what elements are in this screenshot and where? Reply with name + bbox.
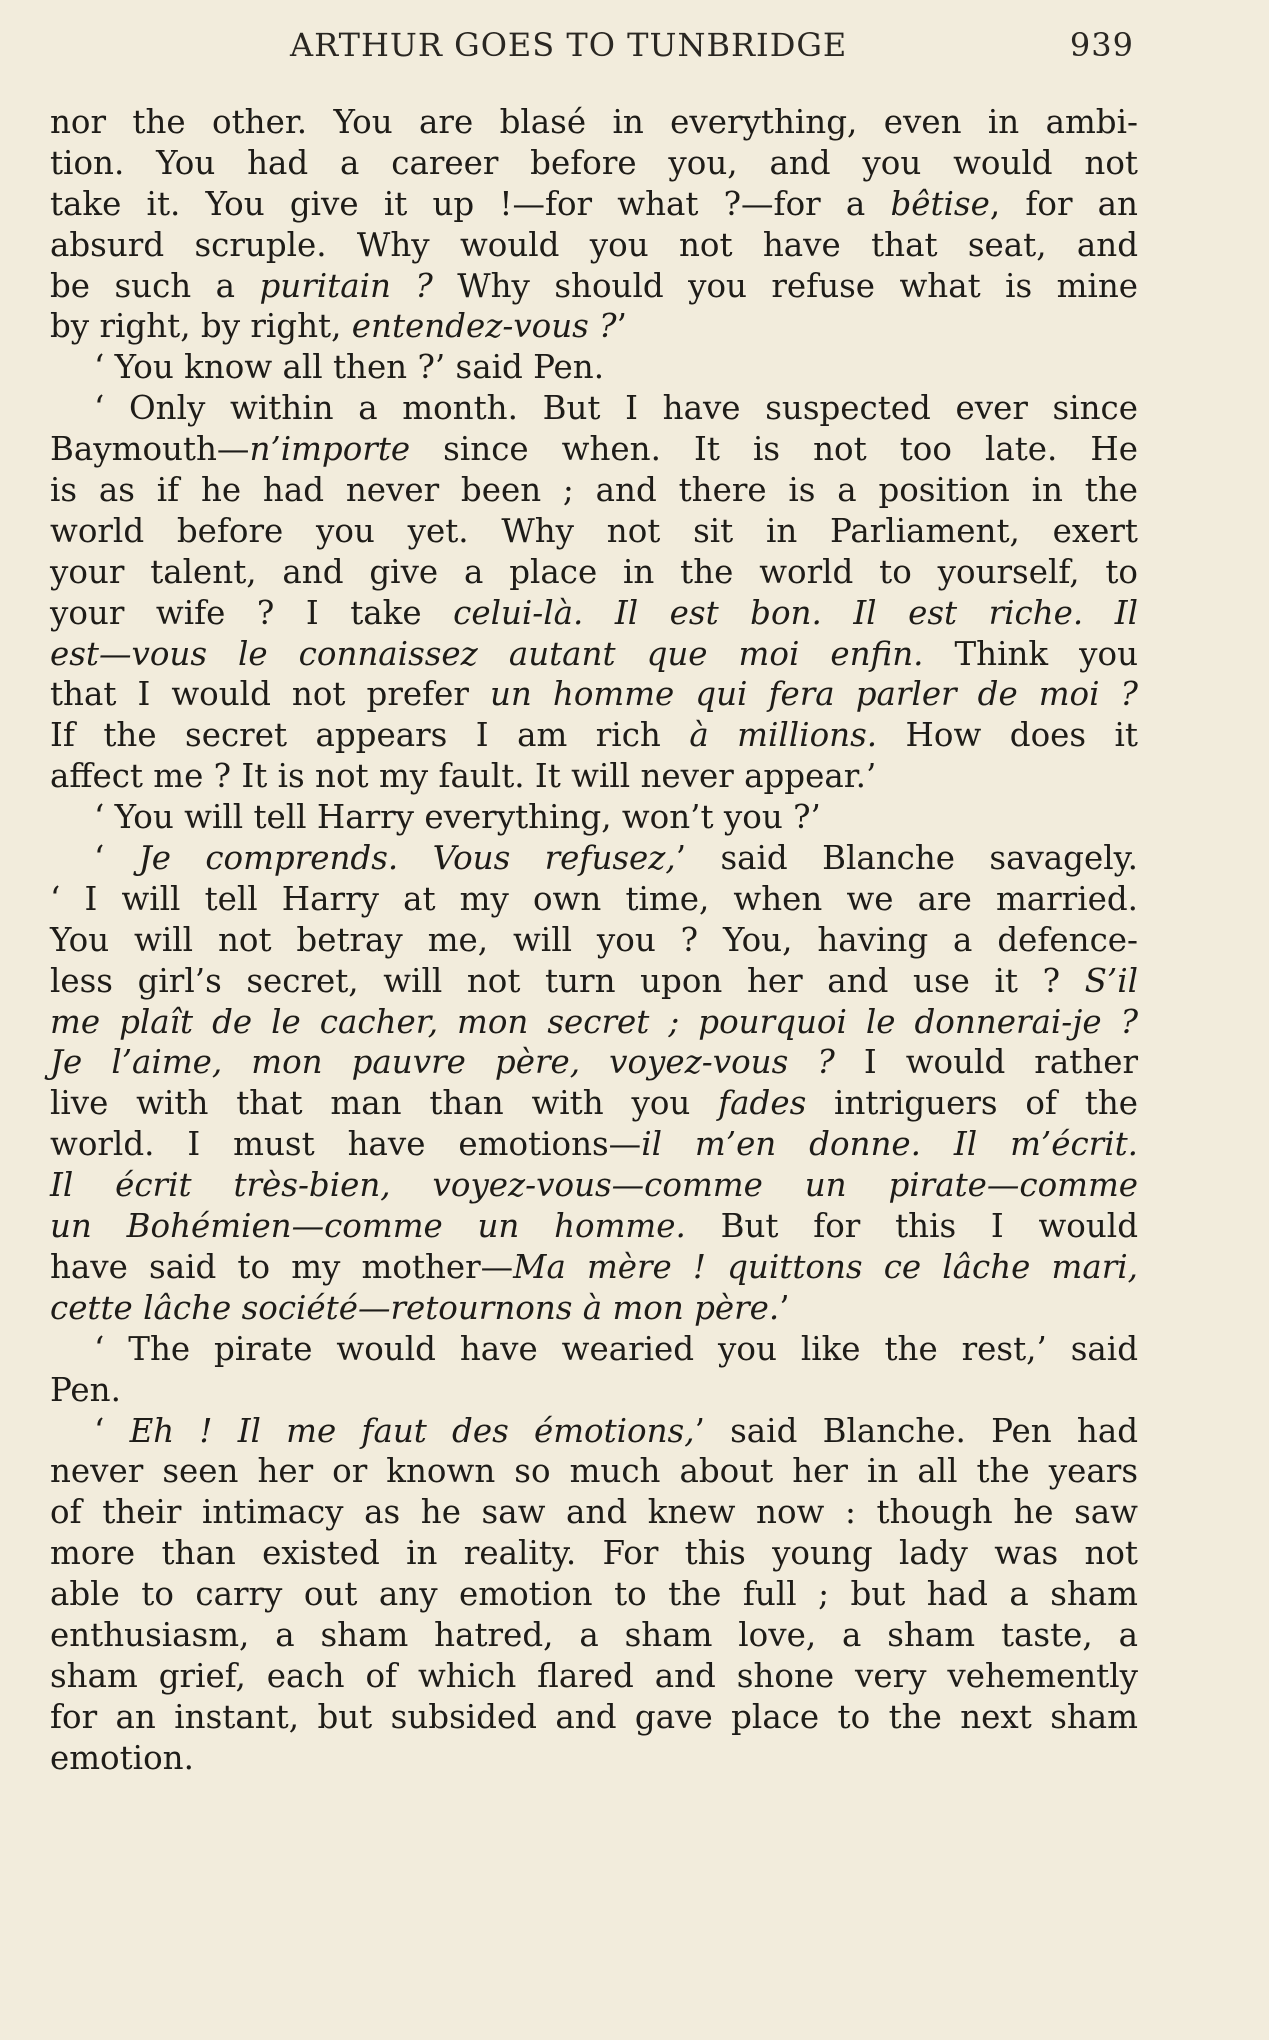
text-line: enthusiasm, a sham hatred, a sham love, a sham taste, a bbox=[50, 1615, 1138, 1654]
text-line: me plaît de le cacher, mon secret ; pourquoi le donnerai-je ? bbox=[50, 1002, 1138, 1041]
page-number: 939 bbox=[1069, 26, 1134, 64]
text-line: take it. You give it up !—for what ?—for a bêtise, for an bbox=[50, 184, 1138, 223]
text-line: affect me ? It is not my fault. It will never appear.’ bbox=[50, 757, 877, 796]
text-line: Baymouth—n’importe since when. It is not too late. He bbox=[50, 430, 1138, 469]
text-line: tion. You had a career before you, and you would not bbox=[50, 143, 1138, 182]
text-line: be such a puritain ? Why should you refuse what is mine bbox=[50, 266, 1138, 305]
text-line: emotion. bbox=[50, 1738, 194, 1777]
text-line: your wife ? I take celui-là. Il est bon. Il est riche. Il bbox=[50, 593, 1138, 632]
text-line: nor the other. You are blasé in everything, even in ambi- bbox=[50, 103, 1138, 141]
text-line: ‘ You know all then ?’ said Pen. bbox=[94, 348, 605, 387]
text-line: ‘ Only within a month. But I have suspected ever since bbox=[94, 389, 1138, 428]
text-line: world. I must have emotions—il m’en donne. Il m’écrit. bbox=[50, 1125, 1138, 1164]
text-line: ‘ The pirate would have wearied you like the rest,’ said bbox=[94, 1329, 1138, 1368]
text-line: more than existed in reality. For this young lady was not bbox=[50, 1534, 1138, 1573]
text-line: ‘ You will tell Harry everything, won’t you ?’ bbox=[94, 798, 821, 837]
text-line: You will not betray me, will you ? You, having a defence- bbox=[50, 920, 1138, 959]
text-line: have said to my mother—Ma mère ! quittons ce lâche mari, bbox=[50, 1247, 1138, 1286]
text-line: your talent, and give a place in the world to yourself, to bbox=[50, 552, 1138, 591]
text-line: live with that man than with you fades intriguers of the bbox=[50, 1084, 1138, 1123]
text-line: ‘ I will tell Harry at my own time, when we are married. bbox=[50, 879, 1138, 918]
text-line: world before you yet. Why not sit in Parliament, exert bbox=[50, 511, 1138, 550]
text-line: for an instant, but subsided and gave place to the next sham bbox=[50, 1697, 1138, 1736]
running-header bbox=[50, 26, 1138, 70]
running-title: ARTHUR GOES TO TUNBRIDGE bbox=[290, 26, 848, 64]
text-line: by right, by right, entendez-vous ?’ bbox=[50, 307, 627, 346]
text-line: absurd scruple. Why would you not have that seat, and bbox=[50, 225, 1138, 264]
text-line: cette lâche société—retournons à mon père.’ bbox=[50, 1288, 790, 1327]
text-line: that I would not prefer un homme qui fera parler de moi ? bbox=[50, 675, 1138, 714]
text-line: Pen. bbox=[50, 1370, 121, 1409]
text-line: Il écrit très-bien, voyez-vous—comme un pirate—comme bbox=[50, 1166, 1138, 1205]
text-line: est—vous le connaissez autant que moi enfin. Think you bbox=[50, 634, 1138, 673]
body-text bbox=[50, 102, 1138, 1779]
text-line: of their intimacy as he saw and knew now : though he saw bbox=[50, 1493, 1138, 1532]
text-line: ‘ Je comprends. Vous refusez,’ said Blanche savagely. bbox=[94, 839, 1138, 878]
text-line: ‘ Eh ! Il me faut des émotions,’ said Blanche. Pen had bbox=[94, 1411, 1139, 1450]
text-line: sham grief, each of which flared and shone very vehemently bbox=[50, 1656, 1138, 1695]
text-line: never seen her or known so much about her in all the years bbox=[50, 1452, 1138, 1491]
text-line: un Bohémien—comme un homme. But for this I would bbox=[50, 1207, 1138, 1246]
text-line: is as if he had never been ; and there is a position in the bbox=[50, 471, 1138, 510]
text-line: Je l’aime, mon pauvre père, voyez-vous ? I would rather bbox=[50, 1043, 1138, 1082]
text-line: less girl’s secret, will not turn upon her and use it ? S’il bbox=[50, 961, 1138, 1000]
text-line: If the secret appears I am rich à millions. How does it bbox=[50, 716, 1138, 755]
text-line: able to carry out any emotion to the full ; but had a sham bbox=[50, 1575, 1138, 1614]
